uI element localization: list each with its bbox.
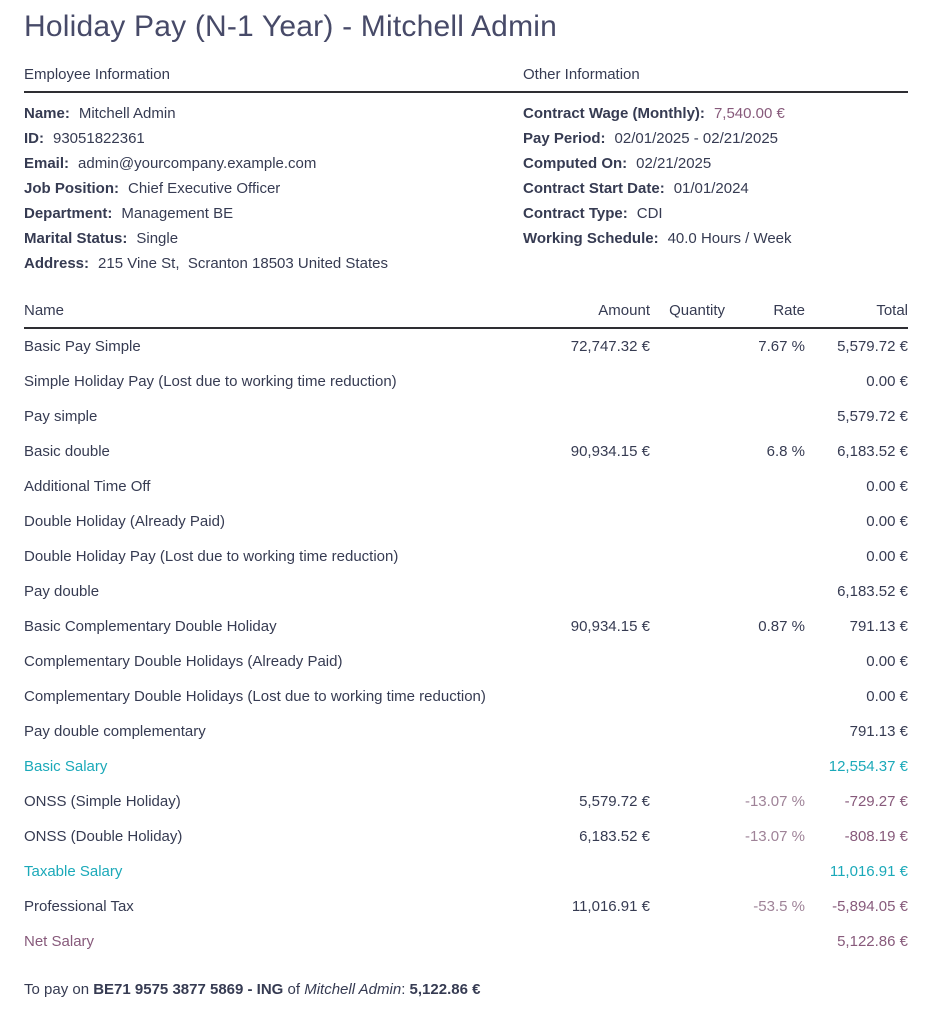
row-amount: [540, 469, 650, 504]
payment-note-prefix: To pay on: [24, 981, 94, 998]
row-total: 5,122.86 €: [837, 933, 908, 950]
row-quantity: [650, 539, 725, 574]
row-quantity: [650, 644, 725, 679]
row-quantity: [650, 504, 725, 539]
row-total: 0.00 €: [866, 373, 908, 390]
row-name: Basic Pay Simple: [24, 338, 141, 355]
row-rate: [725, 924, 805, 959]
row-total: -808.19 €: [844, 828, 908, 845]
table-row: [24, 399, 908, 434]
row-amount: [540, 399, 650, 434]
row-quantity: [650, 328, 725, 364]
row-rate: [725, 679, 805, 714]
row-total: 5,579.72 €: [837, 338, 908, 355]
table-row: [24, 819, 908, 854]
table-row: [24, 889, 908, 924]
bank-account: BE71 9575 3877 5869 - ING: [93, 981, 284, 998]
row-rate: [725, 504, 805, 539]
row-name: Double Holiday (Already Paid): [24, 513, 225, 530]
row-name: Pay double: [24, 583, 100, 600]
row-amount: [540, 854, 650, 889]
row-name: Complementary Double Holidays (Lost due to working time reduction): [24, 688, 486, 705]
row-quantity: [650, 399, 725, 434]
row-total: 791.13 €: [849, 618, 908, 635]
info-field-value: 93051822361: [53, 130, 145, 147]
row-name: Basic Complementary Double Holiday: [24, 618, 277, 635]
row-name: Pay simple: [24, 408, 98, 425]
col-header-amount: Amount: [540, 302, 650, 328]
row-total: 0.00 €: [866, 548, 908, 565]
row-amount: [540, 644, 650, 679]
row-name: Additional Time Off: [24, 478, 151, 495]
row-quantity: [650, 434, 725, 469]
info-field-label: Name:: [24, 105, 70, 122]
row-total: 6,183.52 €: [837, 443, 908, 460]
row-name: Taxable Salary: [24, 863, 123, 880]
row-quantity: [650, 819, 725, 854]
info-field-label: Department:: [24, 205, 113, 222]
info-field-label: Contract Type:: [523, 205, 628, 222]
row-amount: [540, 364, 650, 399]
col-header-quantity: Quantity: [650, 302, 725, 328]
payment-note-separator: :: [401, 981, 410, 998]
row-quantity: [650, 714, 725, 749]
row-total: -729.27 €: [844, 793, 908, 810]
info-field: [523, 126, 908, 151]
row-name: ONSS (Double Holiday): [24, 828, 183, 845]
info-field-label: Marital Status:: [24, 230, 128, 247]
row-total: 12,554.37 €: [828, 758, 908, 775]
row-amount: [540, 924, 650, 959]
table-row: [24, 539, 908, 574]
table-header: [24, 302, 908, 328]
row-quantity: [650, 784, 725, 819]
payslip-lines-table: [24, 302, 908, 959]
row-name: ONSS (Simple Holiday): [24, 793, 181, 810]
net-amount-to-pay: 5,122.86 €: [409, 981, 481, 998]
info-field-label: Email:: [24, 155, 70, 172]
row-total: 11,016.91 €: [829, 863, 908, 880]
row-quantity: [650, 854, 725, 889]
row-amount: 6,183.52 €: [579, 828, 650, 845]
table-row: [24, 434, 908, 469]
row-amount: [540, 539, 650, 574]
row-total: 0.00 €: [866, 653, 908, 670]
info-field-label: Contract Start Date:: [523, 180, 665, 197]
info-field-label: Pay Period:: [523, 130, 606, 147]
row-amount: 90,934.15 €: [570, 443, 650, 460]
account-holder: Mitchell Admin: [304, 981, 402, 998]
row-total: 0.00 €: [866, 478, 908, 495]
table-row: [24, 574, 908, 609]
info-field-value: Management BE: [121, 205, 234, 222]
row-quantity: [650, 889, 725, 924]
row-rate: [725, 399, 805, 434]
row-quantity: [650, 469, 725, 504]
row-rate: -13.07 %: [744, 793, 805, 810]
info-field: [24, 251, 523, 276]
table-row: [24, 504, 908, 539]
row-rate: [725, 469, 805, 504]
row-rate: -53.5 %: [753, 898, 805, 915]
other-info-list: [523, 101, 908, 276]
employee-info-list: [24, 101, 523, 276]
table-row: [24, 609, 908, 644]
row-quantity: [650, 574, 725, 609]
row-name: Complementary Double Holidays (Already Paid): [24, 653, 343, 670]
row-name: Basic Salary: [24, 758, 108, 775]
info-field-value: 01/01/2024: [673, 180, 749, 197]
info-field-value: Chief Executive Officer: [128, 180, 281, 197]
info-field-label: Contract Wage (Monthly):: [523, 105, 705, 122]
info-field-label: Computed On:: [523, 155, 628, 172]
row-amount: [540, 749, 650, 784]
info-field: [24, 126, 523, 151]
col-header-rate: Rate: [725, 302, 805, 328]
info-field-value: admin@yourcompany.example.com: [78, 155, 317, 172]
row-total: 5,579.72 €: [837, 408, 908, 425]
row-quantity: [650, 749, 725, 784]
info-field: [523, 176, 908, 201]
info-field: [24, 101, 523, 126]
payment-note: [24, 981, 908, 998]
table-header-row: [24, 302, 908, 328]
info-field-value: 02/21/2025: [636, 155, 712, 172]
info-field-label: Job Position:: [24, 180, 119, 197]
row-total: 0.00 €: [866, 688, 908, 705]
row-amount: [540, 714, 650, 749]
info-section: [24, 93, 908, 276]
row-name: Net Salary: [24, 933, 95, 950]
info-field-value: Mitchell Admin: [78, 105, 176, 122]
row-rate: [725, 854, 805, 889]
row-rate: [725, 644, 805, 679]
row-amount: 11,016.91 €: [571, 898, 650, 915]
row-quantity: [650, 679, 725, 714]
row-name: Double Holiday Pay (Lost due to working time reduction): [24, 548, 399, 565]
row-rate: [725, 539, 805, 574]
row-rate: 6.8 %: [766, 443, 805, 460]
row-amount: [540, 574, 650, 609]
row-quantity: [650, 364, 725, 399]
info-field: [24, 176, 523, 201]
payment-note-of: of: [283, 981, 305, 998]
col-header-total: Total: [805, 302, 908, 328]
table-row: [24, 364, 908, 399]
row-name: Simple Holiday Pay (Lost due to working time reduction): [24, 373, 397, 390]
info-field-label: ID:: [24, 130, 44, 147]
row-rate: [725, 364, 805, 399]
row-rate: [725, 749, 805, 784]
row-rate: 7.67 %: [758, 338, 805, 355]
info-field-value: CDI: [636, 205, 663, 222]
table-row: [24, 749, 908, 784]
row-quantity: [650, 609, 725, 644]
info-field-label: Working Schedule:: [523, 230, 659, 247]
info-field-value: 40.0 Hours / Week: [667, 230, 792, 247]
info-field-value: Single: [136, 230, 179, 247]
info-field: [24, 151, 523, 176]
info-field: [24, 201, 523, 226]
table-row: [24, 714, 908, 749]
row-total: -5,894.05 €: [832, 898, 908, 915]
row-total: 6,183.52 €: [837, 583, 908, 600]
row-rate: -13.07 %: [744, 828, 805, 845]
info-field: [523, 101, 908, 126]
table-row: [24, 784, 908, 819]
row-amount: [540, 504, 650, 539]
row-amount: 5,579.72 €: [579, 793, 650, 810]
row-amount: [540, 679, 650, 714]
row-rate: [725, 714, 805, 749]
row-rate: [725, 574, 805, 609]
info-field: [24, 226, 523, 251]
table-row: [24, 924, 908, 959]
info-field: [523, 226, 908, 251]
info-field-label: Address:: [24, 255, 90, 272]
row-total: 0.00 €: [866, 513, 908, 530]
info-field-value: 7,540.00 €: [713, 105, 785, 122]
row-amount: 90,934.15 €: [570, 618, 650, 635]
row-name: Basic double: [24, 443, 110, 460]
table-row: [24, 644, 908, 679]
other-info-heading: Other Information: [523, 66, 640, 83]
row-name: Professional Tax: [24, 898, 134, 915]
payslip-table-body: [24, 328, 908, 959]
info-field: [523, 151, 908, 176]
table-row: [24, 679, 908, 714]
info-field-value: 02/01/2025 - 02/21/2025: [614, 130, 779, 147]
employee-info-heading: Employee Information: [24, 66, 170, 83]
info-section-headers: [24, 66, 908, 93]
page-title: Holiday Pay (N-1 Year) - Mitchell Admin: [24, 10, 558, 43]
col-header-name: Name: [24, 302, 540, 328]
table-row: [24, 854, 908, 889]
info-field-value: 215 Vine St, Scranton 18503 United States: [98, 255, 388, 272]
row-quantity: [650, 924, 725, 959]
row-total: 791.13 €: [849, 723, 908, 740]
row-name: Pay double complementary: [24, 723, 206, 740]
info-field: [523, 201, 908, 226]
table-row: [24, 469, 908, 504]
row-rate: 0.87 %: [758, 618, 805, 635]
table-row: [24, 328, 908, 364]
row-amount: 72,747.32 €: [570, 338, 650, 355]
